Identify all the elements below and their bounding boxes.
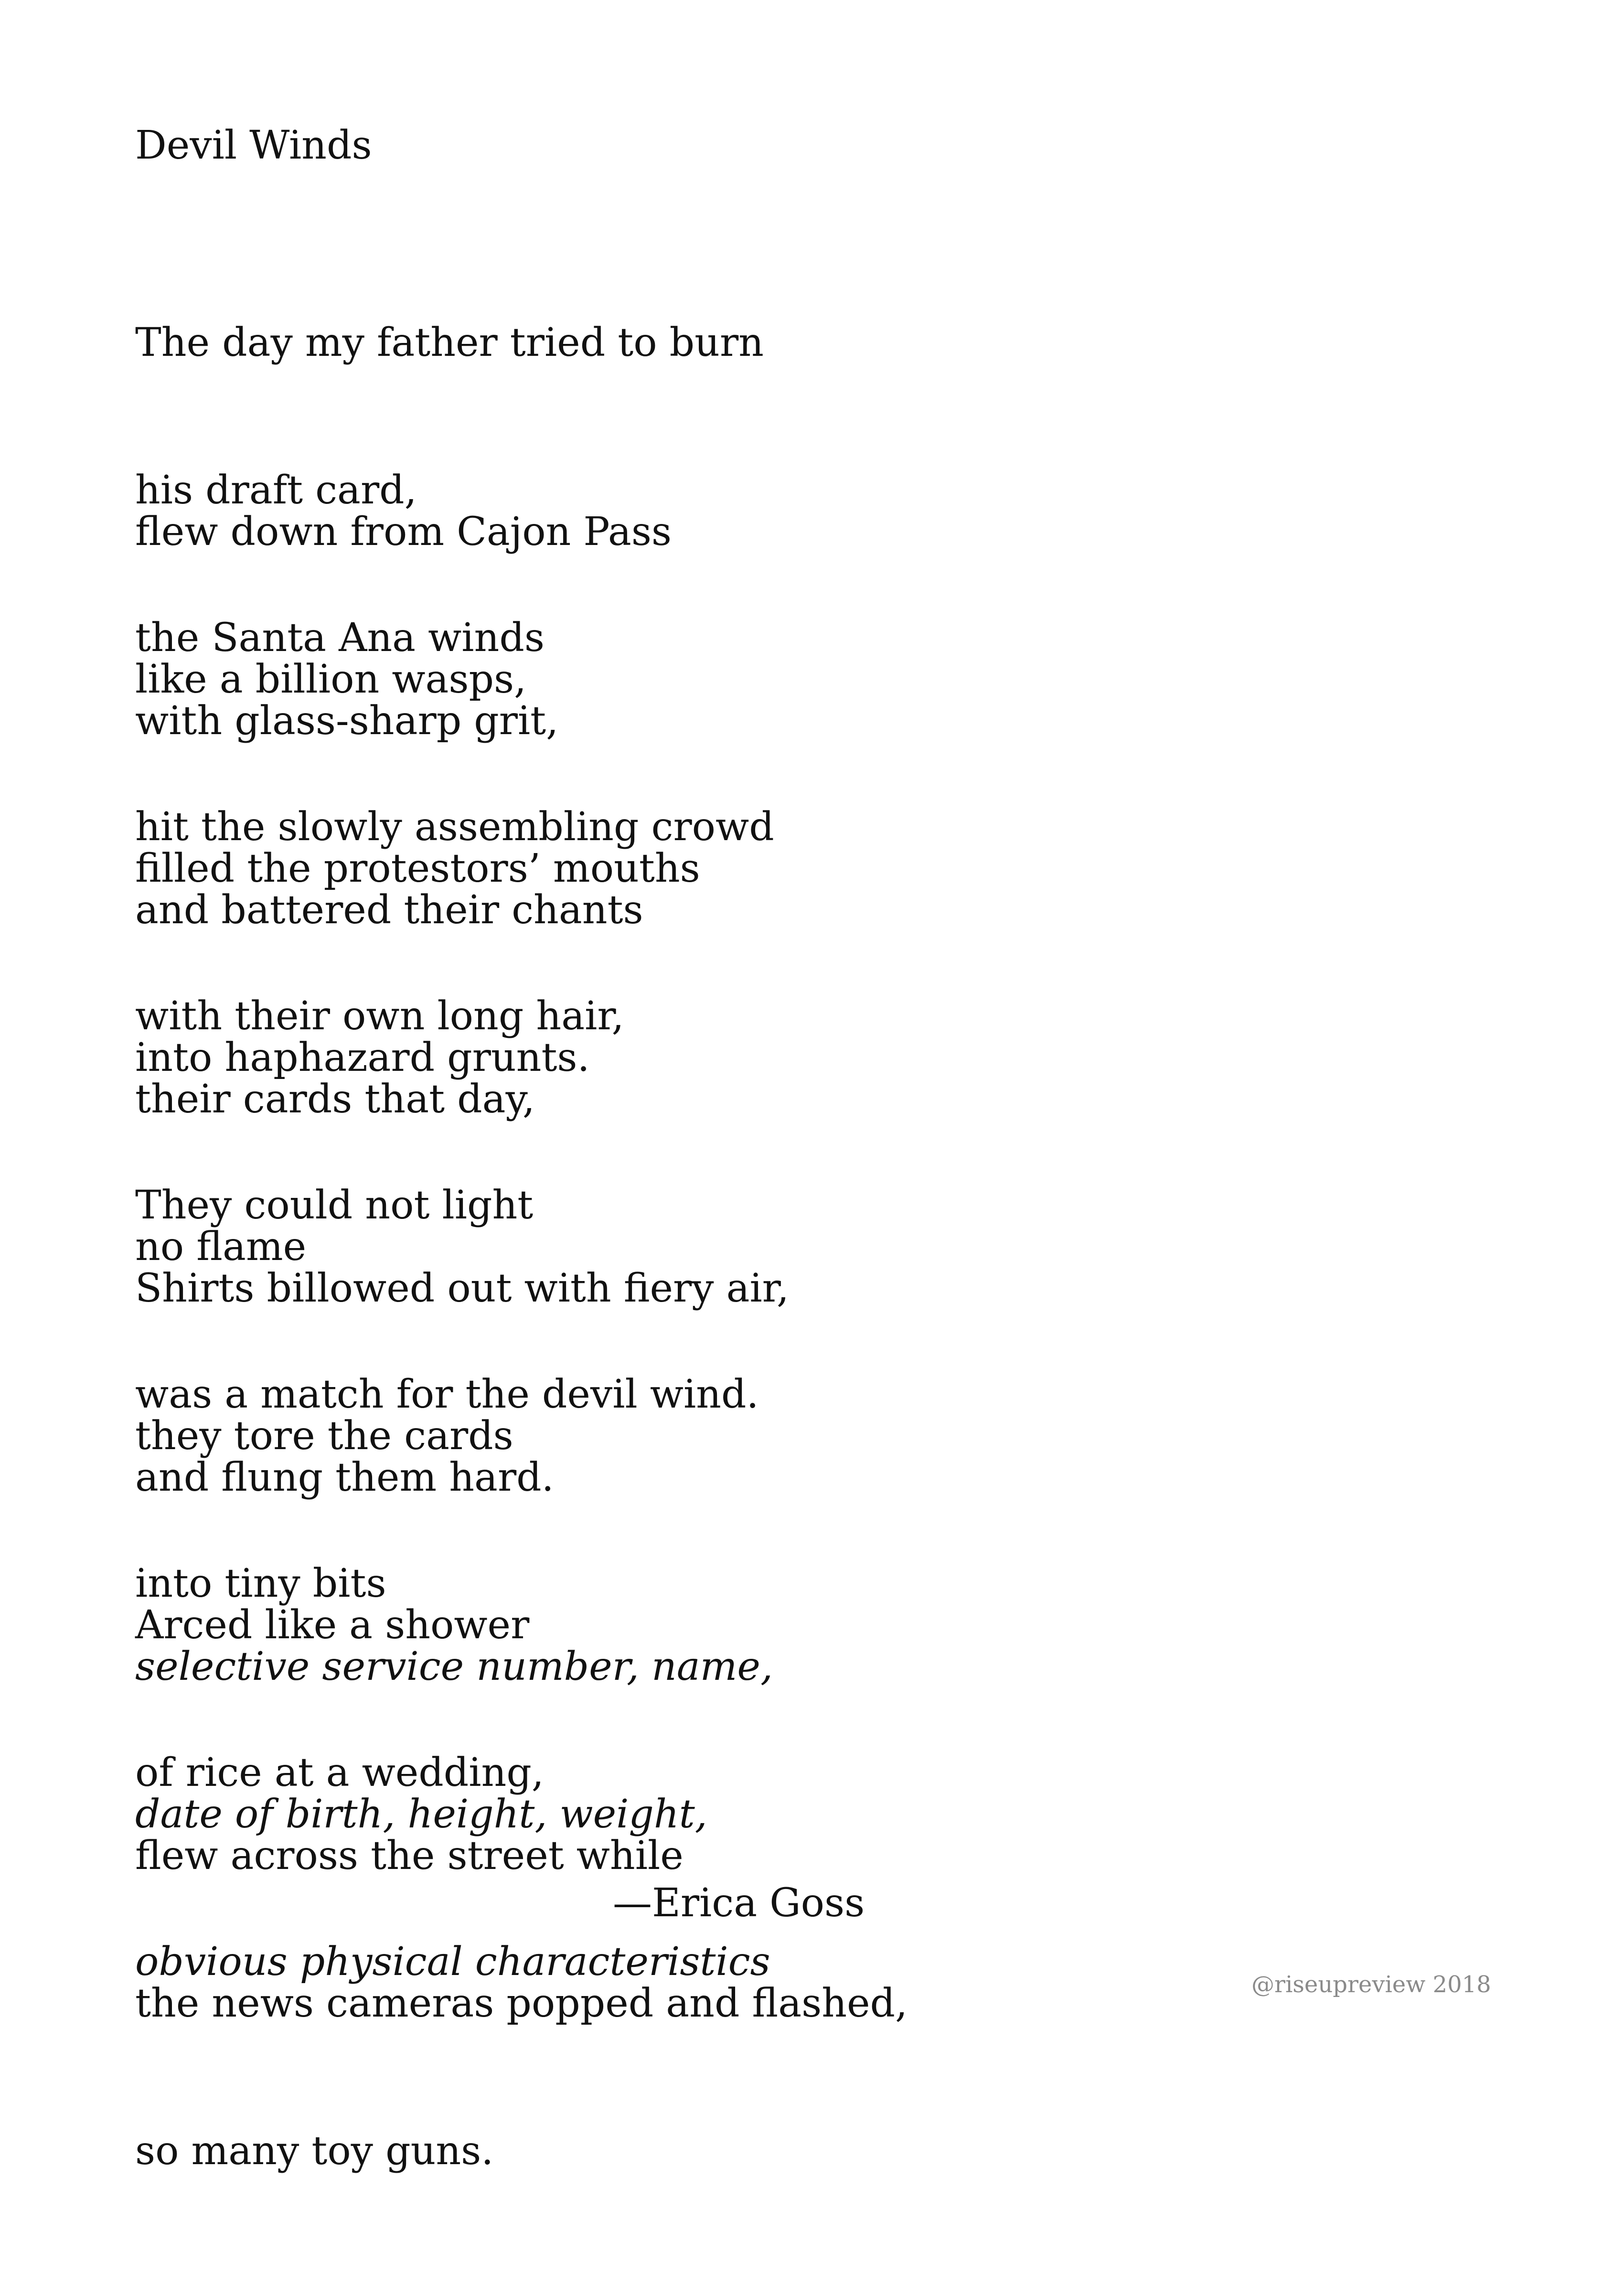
poem-line: was a match for the devil wind. [135,1372,759,1417]
poem-line: their cards that day, [135,1077,535,1122]
poem-line: hit the slowly assembling crowd [135,804,774,850]
poem-line: of rice at a wedding, [135,1750,544,1795]
poem-line: so many toy guns. [135,2128,494,2174]
poem-line: selective service number, name, [135,1644,773,1689]
poem-line: into tiny bits [135,1561,386,1606]
poem-line: Shirts billowed out with fiery air, [135,1266,789,1311]
poem-line: the Santa Ana winds [135,615,545,661]
poem-line: like a billion wasps, [135,657,527,702]
poem-line: no flame [135,1224,307,1270]
poem-line: date of birth, height, weight, [135,1792,707,1837]
poem-line: and flung them hard. [135,1455,554,1500]
poem-line: into haphazard grunts. [135,1035,590,1080]
poem-line: flew across the street while [135,1833,684,1879]
publication-credit: @riseupreview 2018 [1251,1971,1491,1998]
poem-line: the news cameras popped and flashed, [135,1981,908,2026]
poem-line: filled the protestors’ mouths [135,846,700,891]
poem-line: They could not light [135,1183,534,1228]
poem-line: his draft card, [135,468,417,513]
poem-line: Arced like a shower [135,1602,530,1648]
poem-line: with glass-sharp grit, [135,698,559,744]
poem-line: and battered their chants [135,887,643,933]
author-signature: —Erica Goss [613,1880,865,1926]
poem-title: Devil Winds [135,123,372,168]
poem-line: with their own long hair, [135,993,624,1039]
poem-line: they tore the cards [135,1413,513,1459]
poem-line: The day my father tried to burn [135,320,764,365]
stanza-9 [135,1733,908,2274]
poem-line: obvious physical characteristics [135,1939,770,1985]
poem-line: flew down from Cajon Pass [135,509,672,555]
